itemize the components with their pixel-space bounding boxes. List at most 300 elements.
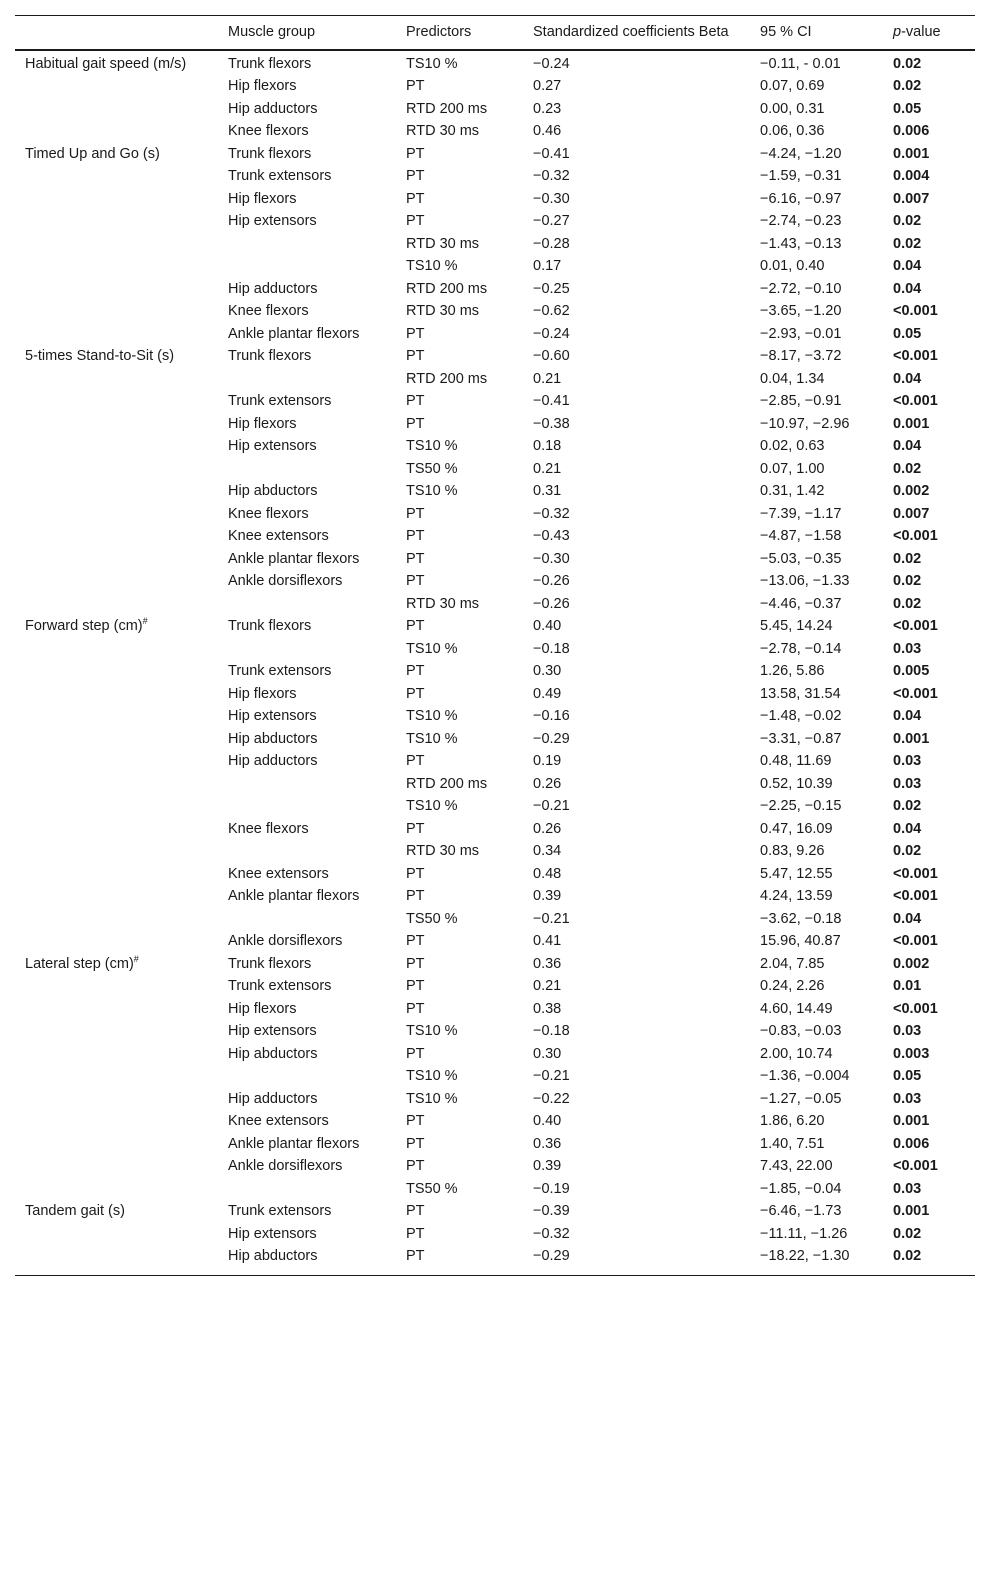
cell-predictor: TS50 % — [406, 910, 458, 927]
cell-ci: −11.11, −1.26 — [760, 1225, 848, 1242]
cell-beta: −0.27 — [533, 213, 570, 229]
table-row — [15, 683, 975, 706]
cell-muscle-group — [218, 773, 396, 796]
cell-ci: −18.22, −1.30 — [760, 1248, 850, 1264]
cell-muscle-group — [218, 458, 396, 481]
cell-p-value: 0.02 — [893, 460, 922, 477]
cell-beta: −0.41 — [533, 393, 570, 409]
cell-beta: 0.39 — [533, 1158, 562, 1174]
cell-p-value: 0.002 — [893, 955, 930, 972]
cell-beta: 0.48 — [533, 865, 562, 882]
table-row — [15, 1245, 975, 1275]
cell-beta: 0.18 — [533, 438, 562, 454]
cell-beta: 0.26 — [533, 775, 562, 792]
cell-beta: 0.34 — [533, 843, 562, 859]
cell-p-value: <0.001 — [893, 393, 938, 409]
cell-outcome — [15, 480, 218, 503]
cell-muscle-group: Ankle plantar flexors — [228, 1135, 360, 1152]
cell-p-value: <0.001 — [893, 888, 938, 904]
cell-outcome — [15, 998, 218, 1021]
cell-muscle-group: Ankle dorsiflexors — [228, 1158, 343, 1174]
cell-ci: −13.06, −1.33 — [760, 573, 850, 589]
cell-p-value: 0.005 — [893, 663, 930, 679]
cell-predictor: RTD 30 ms — [406, 595, 480, 612]
table-row — [15, 278, 975, 301]
table-row — [15, 165, 975, 188]
header-p-italic: p — [893, 24, 902, 40]
table-row — [15, 1088, 975, 1111]
cell-p-value: 0.04 — [893, 438, 922, 454]
cell-outcome — [15, 458, 218, 481]
cell-ci: −4.46, −0.37 — [760, 595, 842, 612]
cell-beta: −0.32 — [533, 1225, 570, 1242]
cell-muscle-group: Ankle plantar flexors — [228, 550, 360, 567]
cell-outcome — [15, 345, 218, 368]
table-row — [15, 1178, 975, 1201]
cell-predictor: PT — [406, 1135, 425, 1152]
table-row — [15, 503, 975, 526]
cell-outcome — [15, 525, 218, 548]
cell-outcome — [15, 255, 218, 278]
cell-outcome — [15, 795, 218, 818]
cell-predictor: TS10 % — [406, 708, 458, 724]
cell-predictor: TS10 % — [406, 258, 458, 274]
cell-p-value: 0.04 — [893, 370, 922, 387]
cell-beta: 0.23 — [533, 100, 562, 117]
cell-predictor: PT — [406, 145, 425, 162]
cell-muscle-group — [218, 368, 396, 391]
cell-beta: 0.27 — [533, 78, 562, 94]
cell-p-value: 0.001 — [893, 1203, 930, 1219]
header-p-rest: -value — [901, 24, 941, 40]
cell-p-value: 0.001 — [893, 145, 930, 162]
cell-outcome — [15, 300, 218, 323]
cell-predictor: PT — [406, 325, 425, 342]
cell-predictor: PT — [406, 505, 425, 522]
cell-outcome — [15, 165, 218, 188]
table-row — [15, 1155, 975, 1178]
cell-ci: 0.52, 10.39 — [760, 775, 833, 792]
table-row — [15, 368, 975, 391]
cell-outcome — [15, 593, 218, 616]
cell-ci: 4.60, 14.49 — [760, 1000, 833, 1017]
cell-beta: −0.29 — [533, 1248, 570, 1264]
table-row — [15, 525, 975, 548]
cell-beta: −0.39 — [533, 1203, 570, 1219]
cell-predictor: PT — [406, 955, 425, 972]
cell-p-value: <0.001 — [893, 865, 938, 882]
cell-ci: −1.59, −0.31 — [760, 168, 842, 184]
table-row — [15, 1043, 975, 1066]
cell-predictor: TS10 % — [406, 640, 458, 657]
cell-ci: −1.27, −0.05 — [760, 1090, 842, 1107]
cell-predictor: PT — [406, 78, 425, 94]
cell-muscle-group: Hip extensors — [228, 1225, 317, 1242]
cell-beta: 0.36 — [533, 1135, 562, 1152]
cell-predictor: PT — [406, 1158, 425, 1174]
cell-ci: 0.07, 1.00 — [760, 460, 825, 477]
cell-p-value: 0.001 — [893, 730, 930, 747]
cell-outcome — [15, 1155, 218, 1178]
cell-muscle-group — [218, 840, 396, 863]
cell-outcome — [15, 570, 218, 593]
cell-p-value: <0.001 — [893, 303, 938, 319]
cell-ci: −4.24, −1.20 — [760, 145, 842, 162]
cell-muscle-group: Knee extensors — [228, 865, 329, 882]
cell-muscle-group — [218, 593, 396, 616]
cell-outcome — [15, 773, 218, 796]
cell-muscle-group: Knee flexors — [228, 123, 309, 139]
cell-p-value: 0.03 — [893, 1023, 922, 1039]
cell-beta: −0.32 — [533, 168, 570, 184]
cell-muscle-group: Hip abductors — [228, 1248, 318, 1264]
cell-ci: −2.85, −0.91 — [760, 393, 842, 409]
cell-p-value: 0.003 — [893, 1045, 930, 1062]
cell-muscle-group: Ankle dorsiflexors — [228, 573, 343, 589]
cell-p-value: 0.006 — [893, 1135, 930, 1152]
cell-p-value: <0.001 — [893, 618, 938, 634]
cell-beta: −0.30 — [533, 190, 570, 207]
cell-beta: −0.24 — [533, 55, 570, 72]
cell-predictor: PT — [406, 1203, 425, 1219]
regression-table — [15, 15, 975, 1276]
cell-p-value: 0.02 — [893, 843, 922, 859]
header-muscle-group: Muscle group — [228, 24, 316, 40]
table-body — [15, 50, 975, 1276]
cell-outcome — [15, 885, 218, 908]
cell-ci: −7.39, −1.17 — [760, 505, 842, 522]
table-row — [15, 75, 975, 98]
cell-ci: 2.00, 10.74 — [760, 1045, 833, 1062]
cell-predictor: PT — [406, 1045, 425, 1062]
cell-p-value: 0.02 — [893, 55, 922, 72]
table-row — [15, 50, 975, 76]
cell-outcome — [15, 615, 218, 638]
cell-ci: 5.45, 14.24 — [760, 618, 833, 634]
cell-predictor: PT — [406, 1000, 425, 1017]
cell-beta: −0.32 — [533, 505, 570, 522]
cell-predictor: TS10 % — [406, 798, 458, 814]
cell-muscle-group: Hip flexors — [228, 415, 297, 432]
cell-p-value: 0.01 — [893, 978, 922, 994]
cell-outcome — [15, 638, 218, 661]
cell-beta: 0.49 — [533, 685, 562, 702]
cell-ci: −2.93, −0.01 — [760, 325, 842, 342]
cell-ci: −2.72, −0.10 — [760, 280, 842, 297]
cell-muscle-group: Hip flexors — [228, 685, 297, 702]
table-row — [15, 255, 975, 278]
cell-predictor: TS10 % — [406, 55, 458, 72]
cell-outcome — [15, 503, 218, 526]
cell-predictor: PT — [406, 348, 425, 364]
cell-p-value: 0.02 — [893, 595, 922, 612]
cell-ci: −3.31, −0.87 — [760, 730, 842, 747]
cell-predictor: RTD 200 ms — [406, 370, 488, 387]
cell-p-value: 0.02 — [893, 798, 922, 814]
table-row — [15, 795, 975, 818]
cell-p-value: 0.02 — [893, 550, 922, 567]
cell-beta: −0.26 — [533, 573, 570, 589]
cell-p-value: <0.001 — [893, 348, 938, 364]
table-row — [15, 1065, 975, 1088]
table-row — [15, 233, 975, 256]
cell-ci: 1.86, 6.20 — [760, 1113, 825, 1129]
cell-ci: −2.78, −0.14 — [760, 640, 842, 657]
outcome-label: Timed Up and Go (s) — [25, 145, 160, 162]
cell-outcome — [15, 930, 218, 953]
cell-muscle-group: Knee extensors — [228, 528, 329, 544]
cell-beta: −0.29 — [533, 730, 570, 747]
cell-beta: −0.41 — [533, 145, 570, 162]
cell-beta: −0.38 — [533, 415, 570, 432]
cell-predictor: PT — [406, 618, 425, 634]
cell-beta: 0.26 — [533, 820, 562, 837]
cell-predictor: PT — [406, 888, 425, 904]
cell-beta: 0.36 — [533, 955, 562, 972]
cell-p-value: 0.004 — [893, 168, 930, 184]
table-row — [15, 98, 975, 121]
cell-p-value: 0.007 — [893, 190, 930, 207]
cell-beta: 0.30 — [533, 1045, 562, 1062]
table-row — [15, 323, 975, 346]
cell-ci: 0.83, 9.26 — [760, 843, 825, 859]
cell-beta: −0.25 — [533, 280, 570, 297]
cell-ci: 15.96, 40.87 — [760, 933, 841, 949]
cell-predictor: PT — [406, 528, 425, 544]
cell-beta: −0.28 — [533, 235, 570, 252]
cell-p-value: 0.001 — [893, 1113, 930, 1129]
cell-outcome — [15, 1133, 218, 1156]
cell-p-value: 0.02 — [893, 213, 922, 229]
cell-muscle-group: Trunk extensors — [228, 663, 332, 679]
cell-muscle-group: Hip flexors — [228, 190, 297, 207]
cell-outcome — [15, 50, 218, 76]
table-row — [15, 300, 975, 323]
cell-muscle-group: Hip extensors — [228, 213, 317, 229]
cell-outcome — [15, 660, 218, 683]
cell-ci: −0.83, −0.03 — [760, 1023, 842, 1039]
cell-outcome — [15, 98, 218, 121]
table-row — [15, 210, 975, 233]
cell-outcome — [15, 1200, 218, 1223]
cell-outcome — [15, 1043, 218, 1066]
table-row — [15, 570, 975, 593]
cell-beta: 0.31 — [533, 483, 562, 499]
outcome-label: Tandem gait (s) — [25, 1203, 125, 1219]
cell-outcome — [15, 953, 218, 976]
cell-ci: −4.87, −1.58 — [760, 528, 842, 544]
cell-beta: 0.17 — [533, 258, 562, 274]
table-row — [15, 1223, 975, 1246]
cell-ci: 1.26, 5.86 — [760, 663, 825, 679]
footnote-marker: # — [133, 953, 139, 964]
table-row — [15, 1110, 975, 1133]
cell-p-value: 0.04 — [893, 708, 922, 724]
cell-p-value: 0.03 — [893, 1180, 922, 1197]
cell-predictor: PT — [406, 168, 425, 184]
cell-outcome — [15, 1245, 218, 1275]
cell-outcome — [15, 840, 218, 863]
table-row — [15, 638, 975, 661]
table-row — [15, 705, 975, 728]
cell-ci: −6.46, −1.73 — [760, 1203, 842, 1219]
cell-outcome — [15, 368, 218, 391]
cell-outcome — [15, 818, 218, 841]
table-row — [15, 998, 975, 1021]
table-row — [15, 728, 975, 751]
cell-outcome — [15, 390, 218, 413]
cell-muscle-group: Hip extensors — [228, 1023, 317, 1039]
cell-ci: 0.07, 0.69 — [760, 78, 825, 94]
cell-beta: −0.18 — [533, 640, 570, 657]
cell-p-value: 0.03 — [893, 640, 922, 657]
cell-ci: 0.02, 0.63 — [760, 438, 825, 454]
cell-predictor: TS10 % — [406, 1090, 458, 1107]
cell-predictor: TS50 % — [406, 1180, 458, 1197]
cell-ci: −10.97, −2.96 — [760, 415, 850, 432]
table-row — [15, 1200, 975, 1223]
cell-predictor: PT — [406, 550, 425, 567]
cell-ci: −3.62, −0.18 — [760, 910, 842, 927]
cell-beta: 0.46 — [533, 123, 562, 139]
cell-beta: 0.21 — [533, 370, 562, 387]
cell-outcome — [15, 1223, 218, 1246]
cell-outcome — [15, 1020, 218, 1043]
table-row — [15, 953, 975, 976]
cell-predictor: RTD 30 ms — [406, 123, 480, 139]
cell-muscle-group: Trunk flexors — [228, 145, 312, 162]
cell-p-value: 0.05 — [893, 1068, 922, 1084]
cell-muscle-group: Knee flexors — [228, 820, 309, 837]
cell-outcome — [15, 120, 218, 143]
cell-ci: 0.00, 0.31 — [760, 100, 825, 117]
cell-predictor: PT — [406, 820, 425, 837]
table-row — [15, 908, 975, 931]
cell-predictor: RTD 30 ms — [406, 843, 480, 859]
table-row — [15, 818, 975, 841]
header-row — [15, 16, 975, 50]
cell-muscle-group: Trunk extensors — [228, 168, 332, 184]
cell-beta: −0.16 — [533, 708, 570, 724]
table-row — [15, 930, 975, 953]
table-row — [15, 458, 975, 481]
cell-outcome — [15, 278, 218, 301]
cell-p-value: 0.001 — [893, 415, 930, 432]
cell-muscle-group: Ankle plantar flexors — [228, 888, 360, 904]
cell-outcome — [15, 750, 218, 773]
cell-outcome — [15, 210, 218, 233]
cell-ci: 0.31, 1.42 — [760, 483, 825, 499]
cell-beta: 0.38 — [533, 1000, 562, 1017]
cell-predictor: PT — [406, 213, 425, 229]
cell-beta: 0.21 — [533, 978, 562, 994]
cell-predictor: PT — [406, 933, 425, 949]
cell-ci: −2.74, −0.23 — [760, 213, 842, 229]
footnote-marker: # — [142, 616, 148, 626]
cell-beta: −0.21 — [533, 1068, 570, 1084]
cell-ci: 0.24, 2.26 — [760, 978, 825, 994]
table-row — [15, 885, 975, 908]
cell-p-value: 0.04 — [893, 280, 922, 297]
cell-p-value: <0.001 — [893, 528, 938, 544]
cell-muscle-group: Trunk extensors — [228, 393, 332, 409]
cell-beta: −0.30 — [533, 550, 570, 567]
cell-predictor: TS50 % — [406, 460, 458, 477]
cell-outcome — [15, 863, 218, 886]
cell-predictor: PT — [406, 865, 425, 882]
cell-muscle-group: Hip abductors — [228, 1045, 318, 1062]
cell-muscle-group — [218, 795, 396, 818]
cell-muscle-group: Hip adductors — [228, 753, 318, 769]
cell-p-value: 0.02 — [893, 78, 922, 94]
cell-predictor: TS10 % — [406, 438, 458, 454]
cell-beta: −0.19 — [533, 1180, 570, 1197]
cell-muscle-group: Hip extensors — [228, 438, 317, 454]
cell-predictor: RTD 30 ms — [406, 303, 480, 319]
cell-outcome — [15, 1088, 218, 1111]
cell-predictor: RTD 200 ms — [406, 280, 488, 297]
table-row — [15, 750, 975, 773]
cell-ci: 7.43, 22.00 — [760, 1158, 833, 1174]
cell-ci: −3.65, −1.20 — [760, 303, 842, 319]
cell-ci: 4.24, 13.59 — [760, 888, 833, 904]
cell-muscle-group: Trunk extensors — [228, 1203, 332, 1219]
cell-p-value: 0.04 — [893, 820, 922, 837]
cell-ci: 5.47, 12.55 — [760, 865, 833, 882]
outcome-label: Habitual gait speed (m/s) — [25, 55, 187, 72]
cell-beta: −0.21 — [533, 910, 570, 927]
cell-p-value: 0.006 — [893, 123, 930, 139]
cell-beta: −0.18 — [533, 1023, 570, 1039]
cell-muscle-group — [218, 638, 396, 661]
cell-outcome — [15, 233, 218, 256]
header-ci: 95 % CI — [760, 24, 812, 40]
cell-ci: 0.47, 16.09 — [760, 820, 833, 837]
cell-outcome — [15, 1178, 218, 1201]
cell-outcome — [15, 435, 218, 458]
cell-beta: −0.62 — [533, 303, 570, 319]
table-row — [15, 390, 975, 413]
cell-muscle-group: Trunk flexors — [228, 618, 312, 634]
cell-outcome — [15, 75, 218, 98]
cell-muscle-group — [218, 1065, 396, 1088]
cell-p-value: <0.001 — [893, 1000, 938, 1017]
cell-predictor: TS10 % — [406, 730, 458, 747]
cell-ci: 2.04, 7.85 — [760, 955, 825, 972]
table-row — [15, 480, 975, 503]
cell-beta: 0.30 — [533, 663, 562, 679]
cell-p-value: 0.007 — [893, 505, 930, 522]
cell-p-value: 0.02 — [893, 573, 922, 589]
table-row — [15, 143, 975, 166]
cell-p-value: 0.05 — [893, 100, 922, 117]
cell-ci: −6.16, −0.97 — [760, 190, 842, 207]
cell-muscle-group: Hip flexors — [228, 78, 297, 94]
cell-beta: 0.19 — [533, 753, 562, 769]
cell-outcome — [15, 908, 218, 931]
cell-ci: 1.40, 7.51 — [760, 1135, 825, 1152]
cell-ci: 0.48, 11.69 — [760, 753, 832, 769]
cell-p-value: 0.03 — [893, 753, 922, 769]
cell-muscle-group — [218, 233, 396, 256]
cell-muscle-group: Knee flexors — [228, 303, 309, 319]
cell-muscle-group: Hip adductors — [228, 280, 318, 297]
cell-ci: −2.25, −0.15 — [760, 798, 842, 814]
table-row — [15, 435, 975, 458]
cell-ci: 0.06, 0.36 — [760, 123, 825, 139]
cell-beta: 0.41 — [533, 933, 562, 949]
outcome-label: 5-times Stand-to-Sit (s) — [25, 348, 175, 364]
